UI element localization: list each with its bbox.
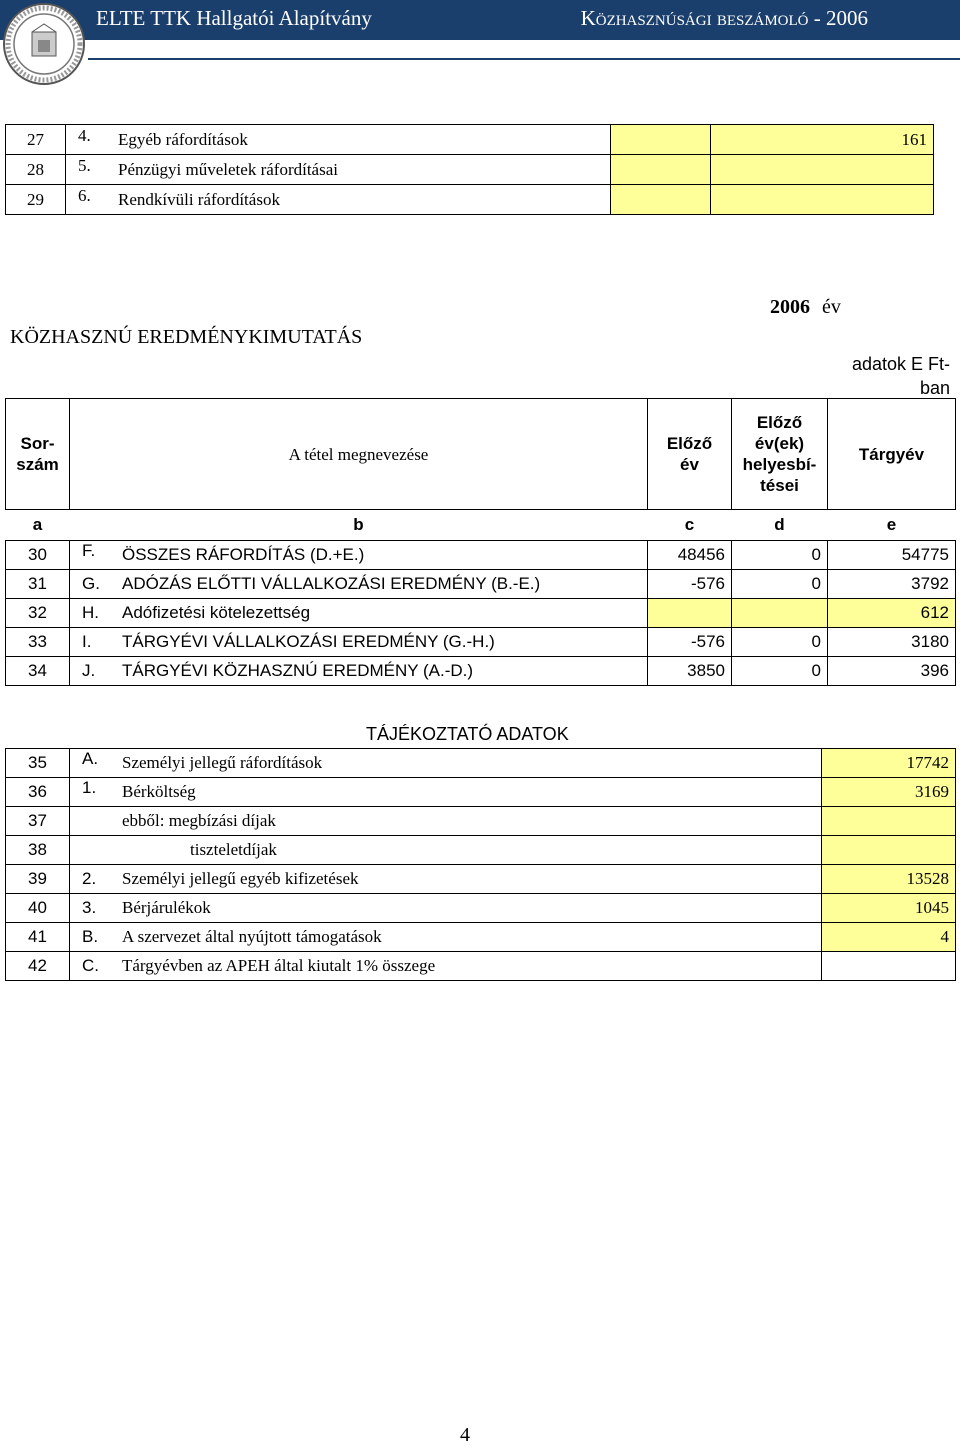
main-statement-table [5, 398, 956, 686]
row-cur: 396 [828, 657, 956, 686]
row-label: Bérköltség [122, 782, 196, 801]
row-label-cell [70, 923, 822, 952]
col-header-prev: Előző év [648, 399, 732, 510]
row-value [711, 155, 934, 185]
row-adj: 0 [732, 570, 828, 599]
table-row [6, 541, 956, 570]
table-row [6, 155, 934, 185]
row-prev [648, 599, 732, 628]
row-letter: H. [82, 603, 99, 622]
row-value-empty [611, 185, 711, 215]
row-label-cell [66, 155, 611, 185]
col-header-current: Tárgyév [828, 399, 956, 510]
row-letter: 4. [78, 125, 91, 145]
row-label-cell [70, 894, 822, 923]
row-letter: A. [82, 749, 99, 768]
row-value-empty [611, 155, 711, 185]
header-row [6, 399, 956, 510]
row-label-cell [70, 865, 822, 894]
row-letter: 6. [78, 185, 91, 205]
col-letter: d [774, 515, 785, 534]
col-letter: e [886, 515, 897, 534]
row-number: 30 [6, 541, 70, 570]
row-number: 35 [6, 749, 70, 778]
row-label: ÖSSZES RÁFORDÍTÁS (D.+E.) [122, 545, 365, 564]
row-label-cell [70, 657, 648, 686]
page-number: 4 [460, 1424, 470, 1446]
row-prev: 48456 [648, 541, 732, 570]
row-letter: 2. [82, 869, 97, 888]
info-table [5, 748, 956, 981]
row-letter: 1. [82, 778, 97, 797]
row-label-cell [70, 836, 822, 865]
row-adj: 0 [732, 628, 828, 657]
col-letter: b [353, 515, 364, 534]
row-value [822, 952, 956, 981]
row-number: 42 [6, 952, 70, 981]
table-row [6, 628, 956, 657]
row-number: 27 [6, 125, 66, 155]
col-letter: a [32, 515, 43, 534]
row-label: Tárgyévben az APEH által kiutalt 1% összege [122, 956, 436, 975]
row-label: tiszteletdíjak [190, 840, 277, 859]
row-label-cell [70, 778, 822, 807]
row-number: 34 [6, 657, 70, 686]
table-row [6, 778, 956, 807]
row-number: 41 [6, 923, 70, 952]
row-label: TÁRGYÉVI VÁLLALKOZÁSI EREDMÉNY (G.-H.) [122, 632, 495, 651]
row-letter: 5. [78, 155, 91, 175]
row-label: Egyéb ráfordítások [118, 129, 248, 149]
row-label: Pénzügyi műveletek ráfordításai [118, 159, 338, 179]
row-value: 3169 [822, 778, 956, 807]
row-prev: -576 [648, 628, 732, 657]
table-row [6, 894, 956, 923]
row-letter: J. [82, 661, 96, 680]
table-row [6, 125, 934, 155]
row-cur: 612 [828, 599, 956, 628]
row-value-empty [611, 125, 711, 155]
table-row [6, 749, 956, 778]
row-prev: -576 [648, 570, 732, 599]
table-row [6, 657, 956, 686]
row-number: 39 [6, 865, 70, 894]
table-row [6, 599, 956, 628]
row-label-cell [70, 570, 648, 599]
table-row [6, 865, 956, 894]
row-label-cell [66, 185, 611, 215]
table-row [6, 923, 956, 952]
row-value [711, 185, 934, 215]
row-prev: 3850 [648, 657, 732, 686]
row-number: 31 [6, 570, 70, 599]
row-letter: I. [82, 632, 92, 651]
row-cur: 54775 [828, 541, 956, 570]
row-label: Személyi jellegű egyéb kifizetések [122, 869, 359, 888]
row-label-cell [70, 952, 822, 981]
row-cur: 3792 [828, 570, 956, 599]
unit-note: adatok E Ft- ban [851, 354, 950, 398]
col-header-name: A tétel megnevezése [70, 399, 648, 510]
col-letter: c [684, 515, 695, 534]
row-adj: 0 [732, 657, 828, 686]
row-label: Személyi jellegű ráfordítások [122, 753, 323, 772]
row-value: 13528 [822, 865, 956, 894]
header-right-title: Közhasznúsági beszámoló - 2006 [580, 6, 868, 30]
row-value [822, 836, 956, 865]
row-value [822, 807, 956, 836]
table-row [6, 185, 934, 215]
top-continuation-table [5, 124, 934, 215]
letters-row [6, 510, 956, 541]
statement-title: KÖZHASZNÚ EREDMÉNYKIMUTATÁS [10, 326, 363, 348]
row-number: 29 [6, 185, 66, 215]
statement-year: 2006 év [770, 296, 841, 318]
row-number: 40 [6, 894, 70, 923]
row-label-cell [70, 628, 648, 657]
row-letter: C. [82, 956, 99, 975]
col-header-no: Sor- szám [6, 399, 70, 510]
row-label: TÁRGYÉVI KÖZHASZNÚ EREDMÉNY (A.-D.) [122, 661, 474, 680]
row-label-cell [70, 541, 648, 570]
row-letter: B. [82, 927, 99, 946]
row-number: 37 [6, 807, 70, 836]
row-number: 33 [6, 628, 70, 657]
row-label-cell [70, 749, 822, 778]
row-label: Adófizetési kötelezettség [122, 603, 311, 622]
header-left-title: ELTE TTK Hallgatói Alapítvány [96, 6, 372, 30]
header-rule [88, 58, 960, 60]
row-label: ebből: megbízási díjak [122, 811, 276, 830]
row-number: 32 [6, 599, 70, 628]
row-value: 17742 [822, 749, 956, 778]
row-label-cell [66, 125, 611, 155]
row-label: A szervezet által nyújtott támogatások [122, 927, 382, 946]
row-label: Bérjárulékok [122, 898, 211, 917]
row-letter: 3. [82, 898, 97, 917]
row-letter: G. [82, 574, 100, 593]
row-adj [732, 599, 828, 628]
table-row [6, 807, 956, 836]
row-letter: F. [82, 541, 96, 560]
row-cur: 3180 [828, 628, 956, 657]
row-label-cell [70, 807, 822, 836]
row-number: 38 [6, 836, 70, 865]
table-row [6, 836, 956, 865]
col-header-adj: Előző év(ek) helyesbí- tései [732, 399, 828, 510]
row-value: 4 [822, 923, 956, 952]
table-row [6, 570, 956, 599]
row-value: 1045 [822, 894, 956, 923]
university-seal-icon [2, 2, 86, 86]
table-row [6, 952, 956, 981]
row-label-cell [70, 599, 648, 628]
row-value: 161 [711, 125, 934, 155]
row-number: 36 [6, 778, 70, 807]
row-adj: 0 [732, 541, 828, 570]
row-number: 28 [6, 155, 66, 185]
info-heading: TÁJÉKOZTATÓ ADATOK [366, 724, 569, 744]
row-label: ADÓZÁS ELŐTTI VÁLLALKOZÁSI EREDMÉNY (B.-E.) [122, 574, 541, 593]
row-label: Rendkívüli ráfordítások [118, 189, 280, 209]
